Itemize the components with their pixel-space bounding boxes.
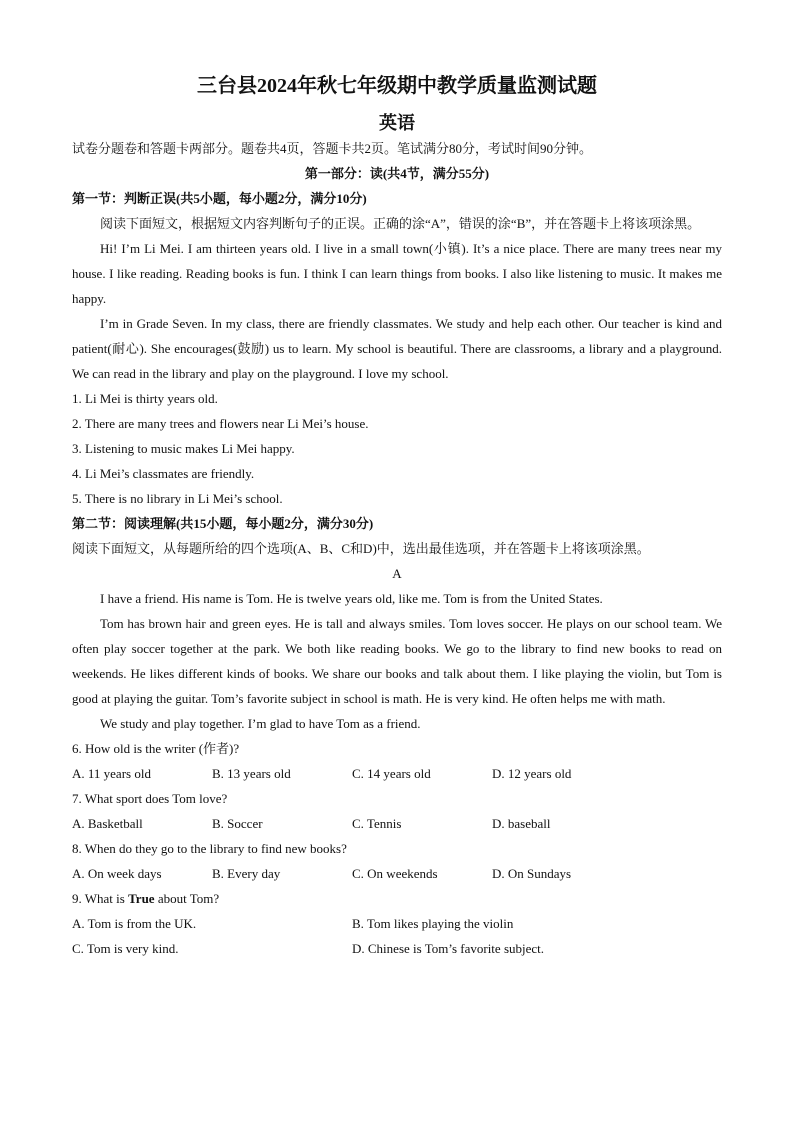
section2-passage-paragraph: Tom has brown hair and green eyes. He is tall and always smiles. Tom loves soccer. He plays on our school team. We often play soccer together at the park. We both like reading books. We go to the library to find new books to read on weekends. He likes different kinds of books. We share our books and talk about them. I like playing the violin, but Tom is good at playing the guitar. Tom’s favorite subject in school is math. He is very kind. He often helps me with math. [72,616,722,706]
option: D. On Sundays [492,866,572,881]
question-options [72,936,722,961]
question-stem-pre: 9. What is [72,891,129,906]
question-stem-emphasis: True [128,891,155,906]
section1-heading: 第一节：判断正误(共5小题，每小题2分，满分10分) [72,191,367,206]
question-stem: 6. How old is the writer (作者)? [72,741,240,756]
section1-passage-paragraph: I’m in Grade Seven. In my class, there are friendly classmates. We study and help each other. Our teacher is kind and patient(耐心). She encourages(鼓励) us to learn. My school is beautiful. There are classrooms, a library and a playground. We can read in the library and play on the playground. I love my school. [72,316,722,381]
option: B. Every day [212,866,281,881]
section2-passage-paragraph: We study and play together. I’m glad to have Tom as a friend. [100,716,421,731]
option: B. Tom likes playing the violin [352,916,514,931]
question-stem [72,886,722,911]
judgement-item: 2. There are many trees and flowers near Li Mei’s house. [72,416,369,431]
option: D. 12 years old [492,766,572,781]
section2-heading: 第二节：阅读理解(共15小题，每小题2分，满分30分) [72,516,374,531]
option: A. 11 years old [72,766,151,781]
option: A. On week days [72,866,162,881]
question-stem-post: about Tom? [154,891,220,906]
option: C. On weekends [352,866,438,881]
question-options [72,861,722,886]
option: C. Tennis [352,816,402,831]
option: C. 14 years old [352,766,431,781]
question-stem: 7. What sport does Tom love? [72,791,228,806]
option: A. Tom is from the UK. [72,916,197,931]
option: C. Tom is very kind. [72,941,179,956]
subject-title: 英语 [379,113,415,133]
option: D. Chinese is Tom’s favorite subject. [352,941,545,956]
option: B. 13 years old [212,766,291,781]
exam-page [72,60,722,961]
judgement-item: 1. Li Mei is thirty years old. [72,391,218,406]
judgement-item: 5. There is no library in Li Mei’s school. [72,491,283,506]
question-options [72,761,722,786]
question-options [72,911,722,936]
section2-passage-paragraph: I have a friend. His name is Tom. He is twelve years old, like me. Tom is from the United States. [100,591,603,606]
passage-label: A [392,566,402,581]
question-options [72,811,722,836]
part1-heading: 第一部分：读(共4节，满分55分) [304,166,490,181]
option: D. baseball [492,816,551,831]
question-stem: 8. When do they go to the library to find new books? [72,841,347,856]
exam-title: 三台县2024年秋七年级期中教学质量监测试题 [197,75,597,97]
judgement-item: 3. Listening to music makes Li Mei happy. [72,441,295,456]
section1-passage-paragraph: Hi! I’m Li Mei. I am thirteen years old. I live in a small town(小镇). It’s a nice place. There are many trees near my house. I like reading. Reading books is fun. I think I can learn things from books. I also like listening to music. It makes me happy. [72,241,722,306]
section1-instruction: 阅读下面短文，根据短文内容判断句子的正误。正确的涂“A”，错误的涂“B”，并在答题卡上将该项涂黑。 [100,216,701,231]
option: B. Soccer [212,816,263,831]
option: A. Basketball [72,816,143,831]
section2-instruction: 阅读下面短文，从每题所给的四个选项(A、B、C和D)中，选出最佳选项，并在答题卡上将该项涂黑。 [72,541,650,556]
judgement-item: 4. Li Mei’s classmates are friendly. [72,466,255,481]
exam-intro: 试卷分题卷和答题卡两部分。题卷共4页，答题卡共2页。笔试满分80分，考试时间90分钟。 [72,141,593,156]
